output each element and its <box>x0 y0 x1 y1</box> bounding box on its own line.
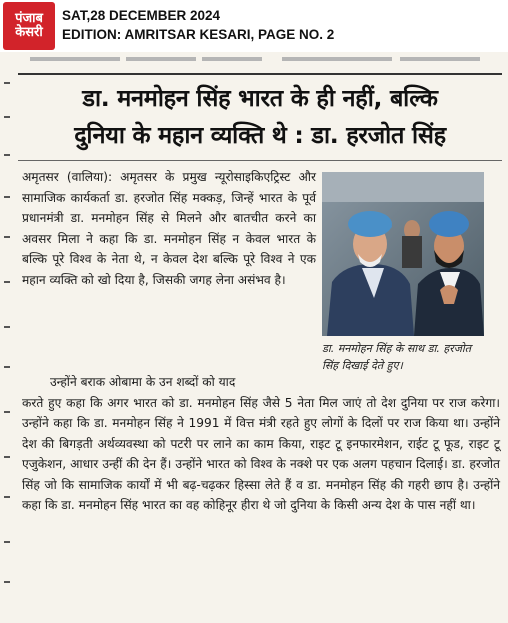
punjab-kesari-logo <box>3 2 55 50</box>
edition-meta <box>62 6 334 44</box>
logo-line-2: केसरी <box>15 25 43 40</box>
publication-date: SAT,28 DECEMBER 2024 <box>62 8 221 23</box>
edition-info: EDITION: AMRITSAR KESARI, PAGE NO. 2 <box>62 27 335 42</box>
adjacent-column-edge <box>4 76 12 616</box>
logo-line-1: पंजाब <box>15 11 43 27</box>
article-photo <box>322 172 484 336</box>
article-column-text <box>22 167 316 290</box>
article-paragraph-1: अमृतसर (वालिया): अमृतसर के प्रमुख न्यूरोसाइकिएट्रिस्ट और सामाजिक कार्यकर्ता डा. हरजोत सिंह मक्कड़, जिन्हें भारत के पूर्व प्रधानमंत्री डा. मनमोहन सिंह से मिलने और बातचीत करने का अवसर मिला ने कहा कि डा. मनमोहन सिंह न केवल भारत के बल्कि पूरे विश्व के नेता थे, न केवल देश बल्कि पूरे विश्व ने एक महान व्यक्ति को खो दिया है, जिसकी जगह लेना असंभव है। <box>22 170 316 287</box>
article-paragraph-2: करते हुए कहा कि अगर भारत को डा. मनमोहन सिंह जैसे 5 नेता मिल जाएं तो देश दुनिया पर राज करेगा। उन्होंने कहा कि डा. मनमोहन सिंह ने 1991 में वित्त मंत्री रहते हुए लोगों के दिलों पर राज किया था। उन्होंने देश की बिगड़ती अर्थव्यवस्था को पटरी पर लाने का काम किया, राइट टू इनफारमेशन, राईट टू फूड, राइट टू एजुकेशन, आधार उन्हीं की देन हैं। उन्होंने भारत को विश्व के नक्शे पर एक अलग पहचान दिलाई। डा. हरजोत सिंह जो कि सामाजिक कार्यों में भी बढ़-चढ़कर हिस्सा लेते हैं व डा. मनमोहन सिंह की गहरी छाप है। उन्होंने कहा कि डा. मनमोहन सिंह भारत का वह कोहिनूर हीरा थे जो दुनिया के किसी अन्य देश के पास नहीं था। <box>22 395 500 512</box>
cropped-text-fragment <box>30 54 490 64</box>
headline-line-2: दुनिया के महान व्यक्ति थे : डा. हरजोत सिंह <box>74 121 446 149</box>
headline-top-rule <box>18 73 502 75</box>
headline-bottom-rule <box>18 160 502 161</box>
cropped-previous-line <box>30 54 490 66</box>
newspaper-clipping <box>0 52 508 623</box>
photo-illustration <box>322 172 484 336</box>
clipping-header <box>0 0 508 52</box>
article-headline <box>18 80 502 154</box>
photo-caption: डा. मनमोहन सिंह के साथ डा. हरजोत सिंह दिखाई देते हुए। <box>322 342 472 372</box>
article-paragraph-2-lead: उन्होंने बराक ओबामा के उन शब्दों को याद <box>50 375 236 389</box>
article-continuation <box>22 372 500 516</box>
headline-line-1: डा. मनमोहन सिंह भारत के ही नहीं, बल्कि <box>82 84 438 112</box>
